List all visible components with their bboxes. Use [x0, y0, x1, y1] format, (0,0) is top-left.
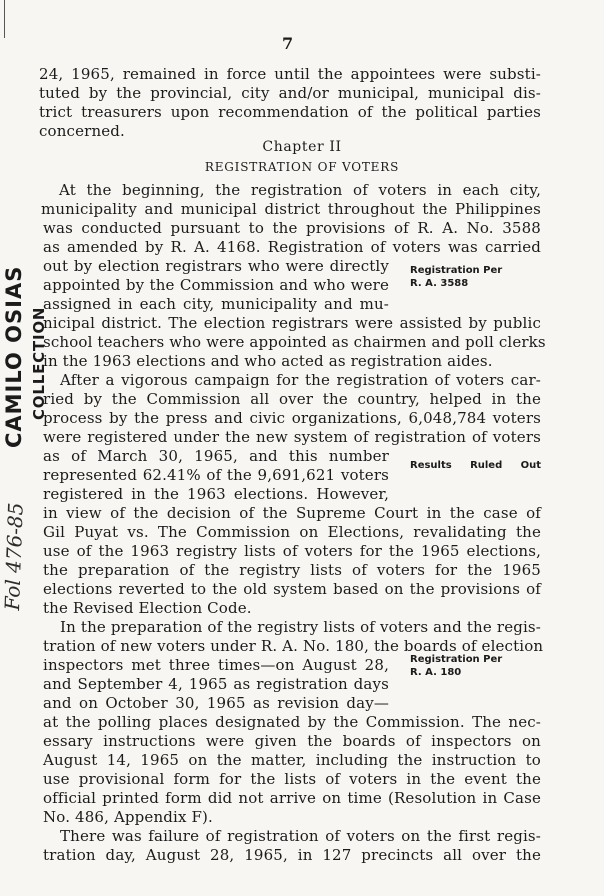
text-line: was conducted pursuant to the provisions of R. A. No. 3588 [43, 219, 541, 237]
text-line: use provisional form for the lists of voters in the event the [43, 770, 541, 788]
text-line: In the preparation of the registry lists of voters and the regis- [60, 618, 541, 636]
text-line: process by the press and civic organizations, 6,048,784 voters [43, 409, 541, 427]
text-line: out by election registrars who were directly [43, 257, 389, 275]
text-line: At the beginning, the registration of voters in each city, [59, 181, 541, 199]
text-line: the preparation of the registry lists of voters for the 1965 [43, 561, 541, 579]
text-line: August 14, 1965 on the matter, including the instruction to [43, 751, 541, 769]
text-line: concerned. [39, 122, 125, 140]
text-line: represented 62.41% of the 9,691,621 voters [43, 466, 389, 484]
text-line: school teachers who were appointed as chairmen and poll clerks [43, 333, 546, 351]
collection-stamp-name: CAMILO OSIAS [2, 265, 26, 448]
text-line: as amended by R. A. 4168. Registration of voters was carried [43, 238, 541, 256]
margin-note-registration-ra-3588 [410, 264, 502, 290]
text-line: tuted by the provincial, city and/or municipal, municipal dis- [39, 84, 541, 102]
text-line: were registered under the new system of registration of voters [43, 428, 541, 446]
text-line: ried by the Commission all over the country, helped in the [43, 390, 541, 408]
text-line: the Revised Election Code. [43, 599, 252, 617]
text-line: Gil Puyat vs. The Commission on Elections, revalidating the [43, 523, 541, 541]
text-line: trict treasurers upon recommendation of the political parties [39, 103, 541, 121]
collection-stamp-label: COLLECTION [30, 306, 48, 420]
text-line: elections reverted to the old system based on the provisions of [43, 580, 541, 598]
text-line: and on October 30, 1965 as revision day— [43, 694, 389, 712]
margin-note-line: R. A. 3588 [410, 278, 469, 289]
text-line: No. 486, Appendix F). [43, 808, 213, 826]
section-title: REGISTRATION OF VOTERS [204, 160, 400, 174]
text-line: tration of new voters under R. A. No. 180, the boards of election [43, 637, 544, 655]
margin-note-results-ruled-out: Results Ruled Out [410, 460, 541, 471]
text-line: and September 4, 1965 as registration days [43, 675, 389, 693]
text-line: at the polling places designated by the Commission. The nec- [43, 713, 541, 731]
text-line: 24, 1965, remained in force until the appointees were substi- [39, 65, 541, 83]
text-line: official printed form did not arrive on time (Resolution in Case [43, 789, 541, 807]
text-line: nicipal district. The election registrars were assisted by public [43, 314, 541, 332]
text-line: assigned in each city, municipality and mu- [43, 295, 389, 313]
text-line: municipality and municipal district throughout the Philippines [41, 200, 541, 218]
text-line: appointed by the Commission and who were [43, 276, 389, 294]
text-line: After a vigorous campaign for the registration of voters car- [60, 371, 541, 389]
text-line: as of March 30, 1965, and this number [43, 447, 389, 465]
margin-note-line: Registration Per [410, 654, 503, 665]
text-line: essary instructions were given the boards of inspectors on [43, 732, 541, 750]
text-line: in the 1963 elections and who acted as registration aides. [43, 352, 493, 370]
margin-note-registration-ra-180 [410, 653, 502, 679]
margin-note-line: R. A. 180 [410, 667, 462, 678]
text-line: in view of the decision of the Supreme Court in the case of [43, 504, 541, 522]
page-number: 7 [282, 34, 294, 53]
margin-note-line: Registration Per [410, 265, 503, 276]
text-line: inspectors met three times—on August 28, [43, 656, 389, 674]
text-line: There was failure of registration of voters on the first regis- [60, 827, 541, 845]
text-line: tration day, August 28, 1965, in 127 precincts all over the [43, 846, 541, 864]
handwritten-folio-note: Fol 476-85 [0, 502, 28, 611]
text-line: registered in the 1963 elections. However, [43, 485, 389, 503]
page-edge-mark [4, 0, 5, 38]
text-line: use of the 1963 registry lists of voters for the 1965 elections, [43, 542, 541, 560]
chapter-title: Chapter II [262, 139, 342, 155]
